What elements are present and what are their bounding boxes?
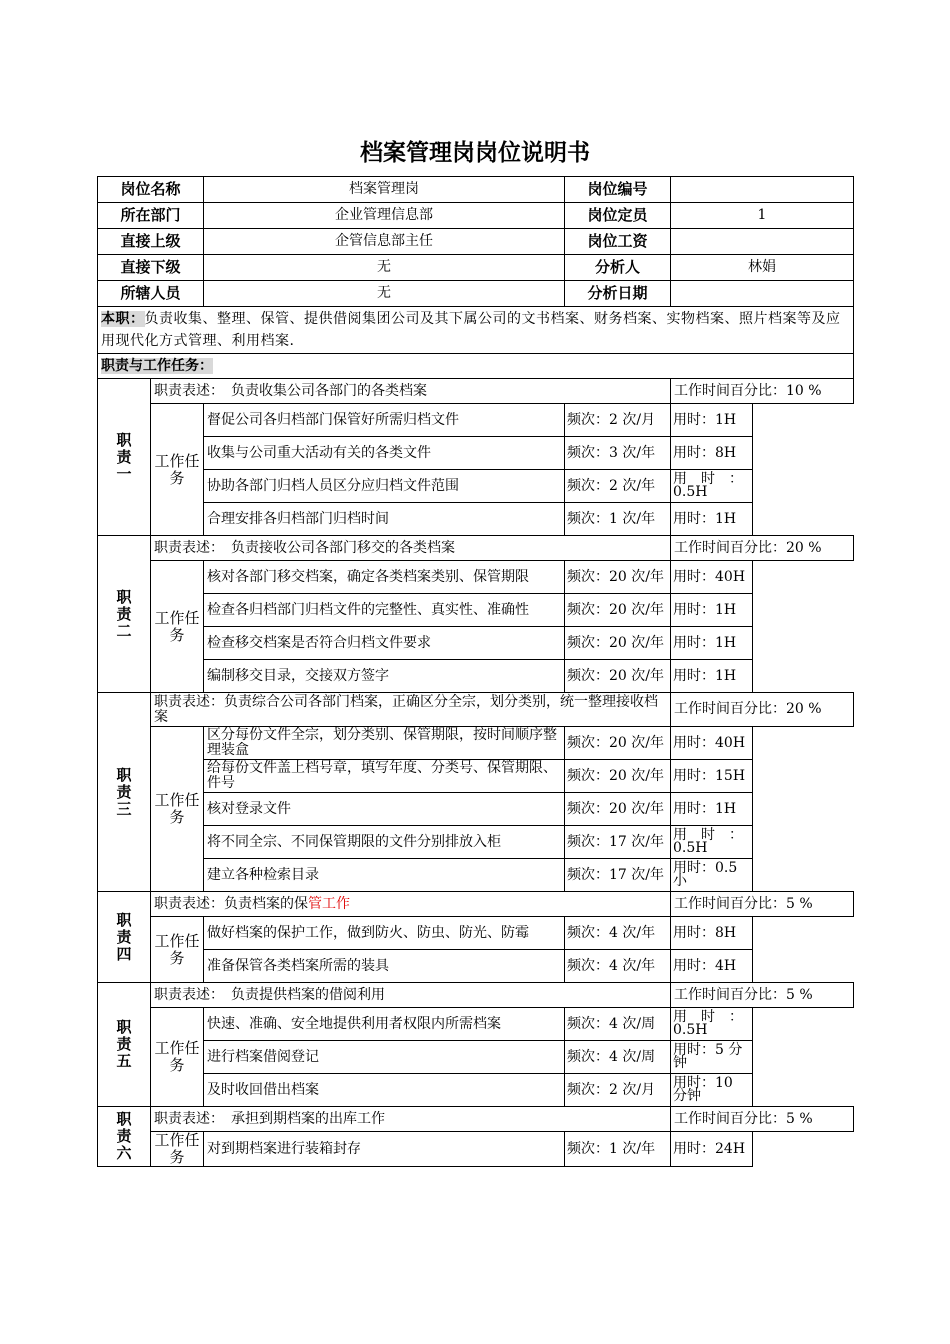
task-time: 用时：4H xyxy=(671,950,753,983)
task-frequency: 频次：1 次/年 xyxy=(565,1132,671,1167)
work-time-percent: 工作时间百分比：5 % xyxy=(671,983,854,1008)
work-time-percent: 工作时间百分比：20 % xyxy=(671,536,854,561)
duty-description-highlight: 管工作 xyxy=(308,895,350,912)
post-code-label: 岗位编号 xyxy=(565,177,671,203)
task-text: 区分每份文件全宗，划分类别、保管期限，按时间顺序整理装盒 xyxy=(204,727,565,760)
task-text: 建立各种检索目录 xyxy=(204,859,565,892)
task-time: 用时：5 分钟 xyxy=(671,1041,753,1074)
work-task-label: 工作任务 xyxy=(151,917,204,983)
task-text: 编制移交目录，交接双方签字 xyxy=(204,660,565,693)
subordinate-value: 无 xyxy=(204,255,565,281)
duty-description-text: 职责表述： 承担到期档案的出库工作 xyxy=(154,1110,385,1127)
task-text: 准备保管各类档案所需的装具 xyxy=(204,950,565,983)
analysis-date-value xyxy=(671,281,854,307)
task-frequency: 频次：20 次/年 xyxy=(565,594,671,627)
task-text: 对到期档案进行装箱封存 xyxy=(204,1132,565,1167)
task-frequency: 频次：2 次/月 xyxy=(565,1074,671,1107)
analysis-date-label: 分析日期 xyxy=(565,281,671,307)
task-time: 用时：15H xyxy=(671,760,753,793)
task-time: 用时：24H xyxy=(671,1132,753,1167)
duties-heading-cell xyxy=(98,354,854,379)
task-frequency: 频次：4 次/年 xyxy=(565,950,671,983)
duty-name: 职 责 一 xyxy=(98,379,151,536)
duty-description-text: 职责表述： 负责提供档案的借阅利用 xyxy=(154,986,385,1003)
duty-description xyxy=(151,693,671,727)
task-text: 合理安排各归档部门归档时间 xyxy=(204,503,565,536)
task-frequency: 频次：20 次/年 xyxy=(565,561,671,594)
wage-label: 岗位工资 xyxy=(565,229,671,255)
task-text: 核对各部门移交档案，确定各类档案类别、保管期限 xyxy=(204,561,565,594)
work-task-label: 工作任务 xyxy=(151,1008,204,1107)
quota-value: 1 xyxy=(671,203,854,229)
work-time-percent: 工作时间百分比：20 % xyxy=(671,693,854,727)
staff-label: 所辖人员 xyxy=(98,281,204,307)
task-frequency: 频次：20 次/年 xyxy=(565,760,671,793)
duty-description-text: 职责表述：负责档案的保 xyxy=(154,895,308,912)
task-time: 用 时 ：0.5H xyxy=(671,470,753,503)
task-frequency: 频次：2 次/年 xyxy=(565,470,671,503)
staff-value: 无 xyxy=(204,281,565,307)
post-code-value xyxy=(671,177,854,203)
task-text: 检查移交档案是否符合归档文件要求 xyxy=(204,627,565,660)
task-time: 用时：40H xyxy=(671,727,753,760)
duty-description xyxy=(151,536,671,561)
post-name-label: 岗位名称 xyxy=(98,177,204,203)
task-time: 用时：8H xyxy=(671,917,753,950)
duty-description-text: 职责表述： 负责接收公司各部门移交的各类档案 xyxy=(154,539,455,556)
analyst-value: 林娟 xyxy=(671,255,854,281)
task-frequency: 频次：4 次/周 xyxy=(565,1008,671,1041)
duty-description xyxy=(151,1107,671,1132)
task-frequency: 频次：1 次/年 xyxy=(565,503,671,536)
task-time: 用时：40H xyxy=(671,561,753,594)
subordinate-label: 直接下级 xyxy=(98,255,204,281)
duties-heading: 职责与工作任务： xyxy=(101,357,213,374)
task-text: 督促公司各归档部门保管好所需归档文件 xyxy=(204,404,565,437)
main-duty-text: 负责收集、整理、保管、提供借阅集团公司及其下属公司的文书档案、财务档案、实物档案、照片档案等及应用现代化方式管理、利用档案. xyxy=(101,311,841,349)
task-text: 进行档案借阅登记 xyxy=(204,1041,565,1074)
duty-name: 职 责 二 xyxy=(98,536,151,693)
duty-description-text: 职责表述：负责综合公司各部门档案，正确区分全宗，划分类别，统一整理接收档案 xyxy=(154,693,658,725)
task-frequency: 频次：4 次/周 xyxy=(565,1041,671,1074)
work-time-percent: 工作时间百分比：10 % xyxy=(671,379,854,404)
work-time-percent: 工作时间百分比：5 % xyxy=(671,892,854,917)
task-time: 用时：8H xyxy=(671,437,753,470)
task-text: 快速、准确、安全地提供利用者权限内所需档案 xyxy=(204,1008,565,1041)
dept-value: 企业管理信息部 xyxy=(204,203,565,229)
task-frequency: 频次：4 次/年 xyxy=(565,917,671,950)
quota-label: 岗位定员 xyxy=(565,203,671,229)
dept-label: 所在部门 xyxy=(98,203,204,229)
main-duty xyxy=(98,307,854,354)
duty-description xyxy=(151,379,671,404)
task-time: 用 时 ：0.5H xyxy=(671,1008,753,1041)
work-time-percent: 工作时间百分比：5 % xyxy=(671,1107,854,1132)
task-text: 及时收回借出档案 xyxy=(204,1074,565,1107)
main-duty-label: 本职： xyxy=(101,311,145,327)
task-time: 用时：1H xyxy=(671,627,753,660)
task-frequency: 频次：3 次/年 xyxy=(565,437,671,470)
page-title: 档案管理岗岗位说明书 xyxy=(360,140,590,166)
superior-value: 企管信息部主任 xyxy=(204,229,565,255)
task-time: 用时：1H xyxy=(671,594,753,627)
work-task-label: 工作任务 xyxy=(151,404,204,536)
analyst-label: 分析人 xyxy=(565,255,671,281)
task-frequency: 频次：17 次/年 xyxy=(565,826,671,859)
work-task-label: 工作任务 xyxy=(151,727,204,892)
task-text: 核对登录文件 xyxy=(204,793,565,826)
duty-name: 职 责 四 xyxy=(98,892,151,983)
task-frequency: 频次：17 次/年 xyxy=(565,859,671,892)
task-text: 收集与公司重大活动有关的各类文件 xyxy=(204,437,565,470)
job-description-table xyxy=(97,176,854,1167)
task-text: 做好档案的保护工作，做到防火、防虫、防光、防霉 xyxy=(204,917,565,950)
duty-name: 职 责 五 xyxy=(98,983,151,1107)
task-time: 用时：1H xyxy=(671,793,753,826)
task-text: 将不同全宗、不同保管期限的文件分别排放入柜 xyxy=(204,826,565,859)
duty-name: 职 责 三 xyxy=(98,693,151,892)
task-frequency: 频次：20 次/年 xyxy=(565,727,671,760)
superior-label: 直接上级 xyxy=(98,229,204,255)
task-text: 给每份文件盖上档号章，填写年度、分类号、保管期限、件号 xyxy=(204,760,565,793)
task-text: 检查各归档部门归档文件的完整性、真实性、准确性 xyxy=(204,594,565,627)
wage-value xyxy=(671,229,854,255)
duty-name: 职 责 六 xyxy=(98,1107,151,1167)
task-time: 用时：1H xyxy=(671,660,753,693)
task-frequency: 频次：20 次/年 xyxy=(565,627,671,660)
work-task-label: 工作任务 xyxy=(151,1132,204,1167)
task-frequency: 频次：20 次/年 xyxy=(565,660,671,693)
work-task-label: 工作任务 xyxy=(151,561,204,693)
task-frequency: 频次：20 次/年 xyxy=(565,793,671,826)
task-time: 用 时 ：0.5H xyxy=(671,826,753,859)
post-name-value: 档案管理岗 xyxy=(204,177,565,203)
task-time: 用时：0.5 小 xyxy=(671,859,753,892)
task-frequency: 频次：2 次/月 xyxy=(565,404,671,437)
duty-description-text: 职责表述： 负责收集公司各部门的各类档案 xyxy=(154,382,427,399)
task-time: 用时：1H xyxy=(671,404,753,437)
duty-description xyxy=(151,892,671,917)
duty-description xyxy=(151,983,671,1008)
task-time: 用时：1H xyxy=(671,503,753,536)
task-text: 协助各部门归档人员区分应归档文件范围 xyxy=(204,470,565,503)
task-time: 用时：10 分钟 xyxy=(671,1074,753,1107)
